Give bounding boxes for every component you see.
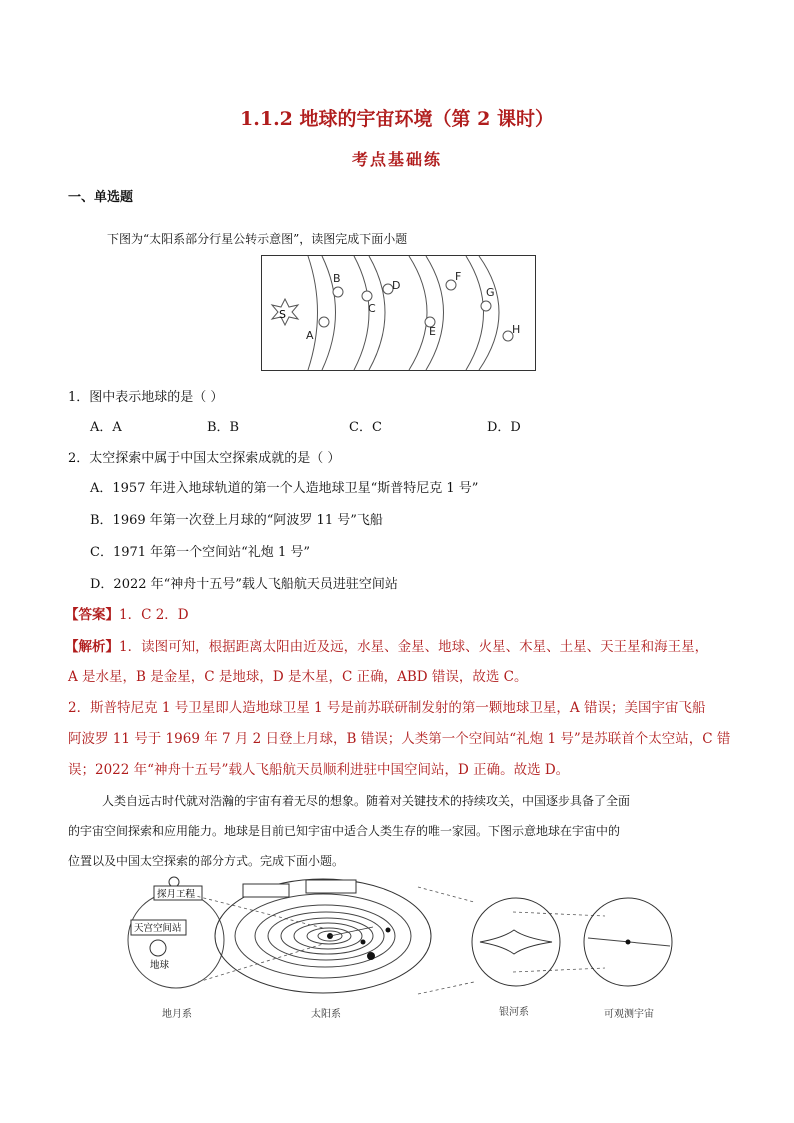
planet-label-c: C [368, 302, 376, 315]
caption-earth-moon: 地月系 [162, 1009, 192, 1020]
page-subtitle: 考点基础练 [351, 150, 442, 169]
group2-paragraph-line-3: 位置以及中国太空探索的部分方式。完成下面小题。 [68, 854, 345, 868]
section-heading: 一、单选题 [68, 190, 134, 205]
tiangong-label: 天宫空间站 [134, 923, 182, 934]
connector [418, 982, 474, 994]
planet-c [362, 291, 372, 301]
planet-icon [386, 928, 391, 933]
group1-intro: 下图为“太阳系部分行星公转示意图”，读图完成下面小题 [107, 232, 408, 246]
question-1-option-c: C．C [349, 420, 382, 435]
analysis-line-5: 误；2022 年“神舟十五号”载人飞船航天员顺利进驻中国空间站，D 正确。故选 D。 [68, 762, 570, 778]
asteroid-probe-box [306, 880, 356, 893]
planet-label-b: B [333, 272, 341, 285]
jupiter-icon [367, 952, 375, 960]
group2-paragraph-line-1: 人类自远古时代就对浩瀚的宇宙有着无尽的想象。随着对关键技术的持续攻关，中国逐步具备了全面 [102, 794, 631, 808]
question-2-option-d: D．2022 年“神舟十五号”载人飞船航天员进驻空间站 [90, 577, 398, 592]
orbit-5 [409, 256, 427, 370]
answer-text: 1．C 2．D [119, 607, 189, 623]
caption-universe: 可观测宇宙 [604, 1009, 654, 1020]
connector [513, 968, 605, 972]
analysis-text-1: 1．读图可知，根据距离太阳由近及远，水星、金星、地球、火星、木星、土星、天王星和海王星， [119, 639, 709, 655]
orbit-6 [426, 256, 444, 370]
planet-label-d: D [392, 279, 401, 292]
orbit-7 [466, 256, 484, 370]
connector [513, 912, 605, 916]
planet-label-e: E [429, 325, 436, 338]
planet-a [319, 317, 329, 327]
answer-label: 【答案】 [65, 607, 119, 623]
question-1-option-a: A．A [90, 420, 122, 435]
analysis-line-1 [65, 635, 708, 655]
connector [418, 887, 474, 902]
tanyue-label: 探月工程 [157, 889, 196, 900]
planet-label-g: G [486, 286, 495, 299]
question-2-option-a: A．1957 年进入地球轨道的第一个人造地球卫星“斯普特尼克 1 号” [90, 481, 479, 496]
planet-label-a: A [306, 329, 314, 342]
page-title: 1.1.2 地球的宇宙环境（第 2 课时） [240, 108, 554, 130]
orbit-3 [354, 256, 369, 370]
orbit-ring [235, 894, 411, 978]
planet-g [481, 301, 491, 311]
orbit-8 [479, 256, 499, 370]
universe-hierarchy-figure [118, 872, 698, 1022]
caption-milky-way: 银河系 [499, 1007, 529, 1018]
analysis-line-2: A 是水星，B 是金星，C 是地球，D 是木星，C 正确，ABD 错误，故选 C。 [68, 669, 528, 685]
answer-line [65, 603, 189, 623]
connector [198, 944, 323, 982]
analysis-line-3: 2．斯普特尼克 1 号卫星即人造地球卫星 1 号是前苏联研制发射的第一颗地球卫星，A 错误；美国宇宙飞船 [68, 700, 706, 716]
orbit-ring [268, 912, 384, 960]
question-2-stem: 2．太空探索中属于中国太空探索成就的是（ ） [68, 451, 341, 466]
earth-moon-circle [128, 892, 224, 988]
galaxy-dot [626, 940, 631, 945]
group2-paragraph-line-2: 的宇宙空间探索和应用能力。地球是目前已知宇宙中适合人类生存的唯一家园。下图示意地球在宇宙中的 [68, 824, 621, 838]
solar-system-orbit-figure [261, 255, 536, 371]
planet-label-h: H [512, 323, 521, 336]
question-1-stem: 1．图中表示地球的是（ ） [68, 390, 224, 405]
orbit-1 [308, 256, 318, 370]
question-2-option-b: B．1969 年第一次登上月球的“阿波罗 11 号”飞船 [90, 513, 383, 528]
earth-icon [150, 940, 166, 956]
earth-label: 地球 [150, 960, 170, 971]
question-2-option-c: C．1971 年第一个空间站“礼炮 1 号” [90, 545, 310, 560]
caption-solar-system: 太阳系 [311, 1009, 341, 1020]
mars-probe-box [243, 884, 289, 897]
galaxy-disk [480, 930, 552, 954]
planet-b [333, 287, 343, 297]
figure-frame [262, 256, 536, 371]
analysis-label: 【解析】 [65, 639, 119, 655]
planet-icon [361, 940, 366, 945]
question-1-option-d: D．D [487, 420, 521, 435]
planet-label-f: F [455, 270, 462, 283]
sun-label: S [279, 308, 286, 321]
analysis-line-4: 阿波罗 11 号于 1969 年 7 月 2 日登上月球，B 错误；人类第一个空间站“礼炮 1 号”是苏联首个太空站，C 错 [68, 731, 731, 747]
question-1-option-b: B．B [207, 420, 240, 435]
